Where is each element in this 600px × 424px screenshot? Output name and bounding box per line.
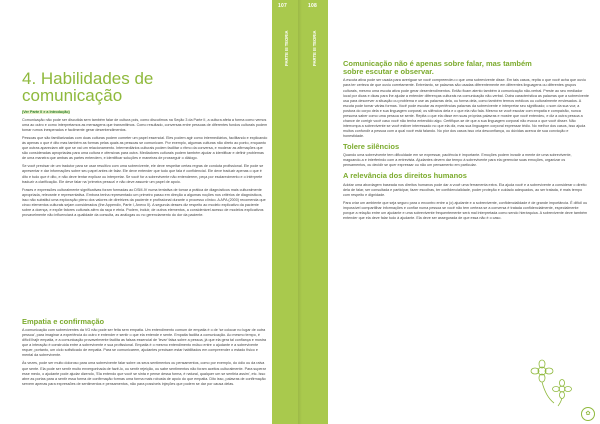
right-color-band	[300, 0, 328, 424]
left-color-band	[272, 0, 300, 424]
paragraph: Frases e expressões culturalmente significativas foram formadas ao DSM-IV numa tentativa de tomar a prática de diagnósticos mais culturalmente apropriada, relevante e representativa. Embora tenha representado um primeiro passo em direção a algumas noções nos critérios de diagnósticos, isso não substitui uma exploração pleno dos valores de diretrizes da paciente e profissional durante o processo clínico. A APA (2000) recomenda que cinco elementos culturais sejam considerados (the Appendix, Parte I, Anexo II). A segunda desses diz respeito ao modelo explicativo da paciente sobre a doença, e expõe fatores culturais além da raça e etnia. Podem, incluir, de outros elementos, a considerável acesso de modelos explicativos provavelmente não influenciará a qualidade da consulta, as análogas ou no gerenciamento do dor da paciente.	[22, 187, 266, 217]
right-page-number: 108	[308, 3, 317, 9]
section-title-silencios: Tolere silêncios	[343, 141, 400, 151]
circle-logo-icon: ✿	[581, 407, 595, 421]
flower-illustration-icon	[528, 357, 578, 407]
paragraph: Pessoas que são familiarizadas com duas culturas podem cometer um papel essencial. Eles podem agir como intermediários, facilitando e explicando ás apenas o que é dito mas também as formas pelas quais as pessoas se comunicam. Por exemplo, algumas culturas não direto ao ponto, enquanto que outras apareciam até que se vai um relacionamento. Intermediários culturais podem facilitar o ritmo da conversa, e moderar as afirmações que são consideradas apropriadas para uma cultura e ofensivas para outra. Mediadores culturais podem também ajudar a identificar e definir problemas de uma maneira que ambas as partes entendem, e identificar soluções e maneiras de prosseguir o diálogo.	[22, 136, 268, 161]
chapter-title-line1: 4. Habilidades de	[22, 69, 154, 88]
paragraph: Às vezes, pode ser muito doloroso para uma sobrevivente falar sobre os seus sentimentos ou pensamentos, como por exemplo, do ódio ou da raiva que sente. Ela pode ser sentir muito envergonhada de fazê-lo, ou sentir rejeição, ou sabe sentimentos não foram aceitos culturalmente. Para superar esse medo, o ajudante pode ajudar dizendo, 'Ela entendo que você se sinta e pense dessa forma, é natural, qualquer um se sentiria assim', etc. Isso abre as portas para a sentir essa forma de confirmação formas uma forma mais robusta de apoio do que empatia. Dito isso, palavras de confirmação servem apenas para expressões de sentimentos e pensamentos, não para possíveis injeções que podem se dar por causa delas.	[22, 361, 266, 386]
right-band-label: PARTE III TEORIA	[312, 30, 317, 66]
reference-note: (Ver Parte II e a Introdução)	[22, 110, 70, 114]
paragraph: Adotar uma abordagem baseada nos direitos humanos pode dar a você uma ferramenta extra. Ela ajuda você e a sobrevivente a considerar o direito dela de falar, ser consultada e participar, fazer escolhas, ter confidencialidade, poder proteção e cuidado adequados, ao ser tratada, é mais tempo com respeito e dignidade.	[343, 182, 587, 197]
right-page	[300, 0, 600, 424]
left-body-bottom	[22, 318, 268, 387]
section-title-empatia: Empatia e confirmação	[22, 317, 105, 326]
left-body-top	[22, 110, 268, 218]
left-page-number: 107	[278, 3, 287, 9]
right-body	[343, 60, 589, 221]
left-band-label: PARTE III TEORIA	[284, 30, 289, 66]
paragraph: A comunicação com sobreviventes da VG não pode ser feita sem empatia. Um entendimento comum de empatia é o de 'se colocar no lugar de outra pessoa', para imaginar a experiência do outro e entender e sentir o que ela entende e sente. Empatia facilita a comunicação. Ao mesmo tempo, é difícil lhajir empatia, e a comunicação provavelmente facilita as falsas essencial de 'levar' falsa sobre a pessoa, já que ela gera tal confiança e mostra que a interação é construída entre a sobrevivente e sua profissional. Empatia é o mesmo entendimento mútuo entre o ajudante e a sobrevivente requer, portanto, um ciclo sofisticado de empatia. Para se comunicarem, ajudantes precisam estar habilitados em compreender o estado físico e mental da sobrevivente.	[22, 328, 267, 358]
page-gutter	[298, 0, 302, 424]
paragraph: Comunicação não pode ser discutida sem também falar de cultura pois, como discutimos na Seção 3 da Parte II, a cultura afeta a forma como vemos uma ao outro e como interpretamos as mensagens que transmitimos. Como resultado, conversas entre pessoas de diferentes fundos culturais podem tomar rumos inesperados e facilmente gerar desentendimentos.	[22, 118, 268, 133]
paragraph: Quando uma sobrevivente tem dificuldade em se expressar, paciência é importante. Emoções podem invadir a mente de uma sobrevivente, magoando-a e interferindo com a entrevista. Ajudantes devem dar tempo à sobrevivente para ela gerenciar suas emoções, organizar os pensamentos, ou decidir se quer expressar ou não um pensamento em particular.	[343, 153, 572, 168]
section-title-direitos: A relevância dos direitos humanos	[343, 171, 467, 181]
paragraph: Para criar um ambiente que seja seguro para o encontro entre a (o) ajudante e a sobrevivente, confidencialidade é de grande importância. É difícil ou impossível compartilhar informações e confiar numa pessoa se você não tem certeza se a conversa é tratada confidencialmente, especialmente porque a relação entre um ajudante e uma sobrevivente frequentemente será mal interpretada como sendo hierárquica. A sobrevivente deve também entender que ela deve falar tudo à ajudante. Ela deve ser assegurada de que essa não é o caso.	[343, 200, 588, 220]
paragraph: Se você precisar de um tradutor para se usar resultivo com uma sobrevivente, ele deve respeitar certas regras de conduta profissional. Ele pode se apresentar e dar informações sobre seu papel antes de falar. Ele deve entender que tudo que fala é confidencial. Ele deve traduzir apenas o que é dito e tudo que é dito, e não deve tentar explicar ou interpretar. Se você for a sobrevivente não entenderem, peça por esclarecimento e o intérprete traduzir a clarificação. Ele deve falar na 'primeira pessoa' e não deve assumir um papel de apoio.	[22, 164, 264, 184]
chapter-title	[22, 70, 153, 104]
paragraph: A escuta ativa pode ser usada para averiguar se você compreendeu o que uma sobrevivente disse. Em tais casos, repita o que você acha que ouviu para ter certeza de que ouviu corretamente. Entretanto, se palavras são usadas diferentemente em diferentes linguagens ou diferentes grupos culturais, mesmo uma escuta ativa pode gerar desentendimentos. Então ficam atento também à comunicação não-verbal. Preste ao seu mediador local por dicas e dicas para lhe ajudar a entender diferenças culturais na comunicação não-verbal. Outra característica as palavras que a sobrevivente usa para descrever a situação ou problema e use as palavras dela, ou forma dela, como também termos médicos ou culturalmente enviesados. A escuta pode tomar várias formas. Você pode escutar as experiências palavras da sobrevivente e interpretar seu significado; o som da sua voz; a postura do corpo dela e sua linguagem corporal; os silêncios dela e o que ela não fala. Mesmo se você escutar com empatia e compaixão, nunca presuma saber como uma pessoa se sente. Repita o que ela disse em suas próprias palavras e mostre que você entendeu, e diz a outra pessoa a chance de corrigir você caso você não tenha entendido algo. Certifique-se de que a sua linguagem corporal não evoca o que você disser. Não interrompa a sobrevivente se você estiver interessado no que ela diz, mas sua linguagem corporal expressar tédio. No melhor dos casos, isso ajuda muitos confundir a pessoa com a qual você está falando. No pior dos casos isso cria desconfiança, ou dúvidas acerca de sua convicção e honestidade.	[343, 78, 589, 138]
section-title-escutar: Comunicação não é apenas sobre falar, mas também sobre escutar e observar.	[343, 59, 532, 77]
chapter-title-line2: comunicação	[22, 86, 123, 105]
